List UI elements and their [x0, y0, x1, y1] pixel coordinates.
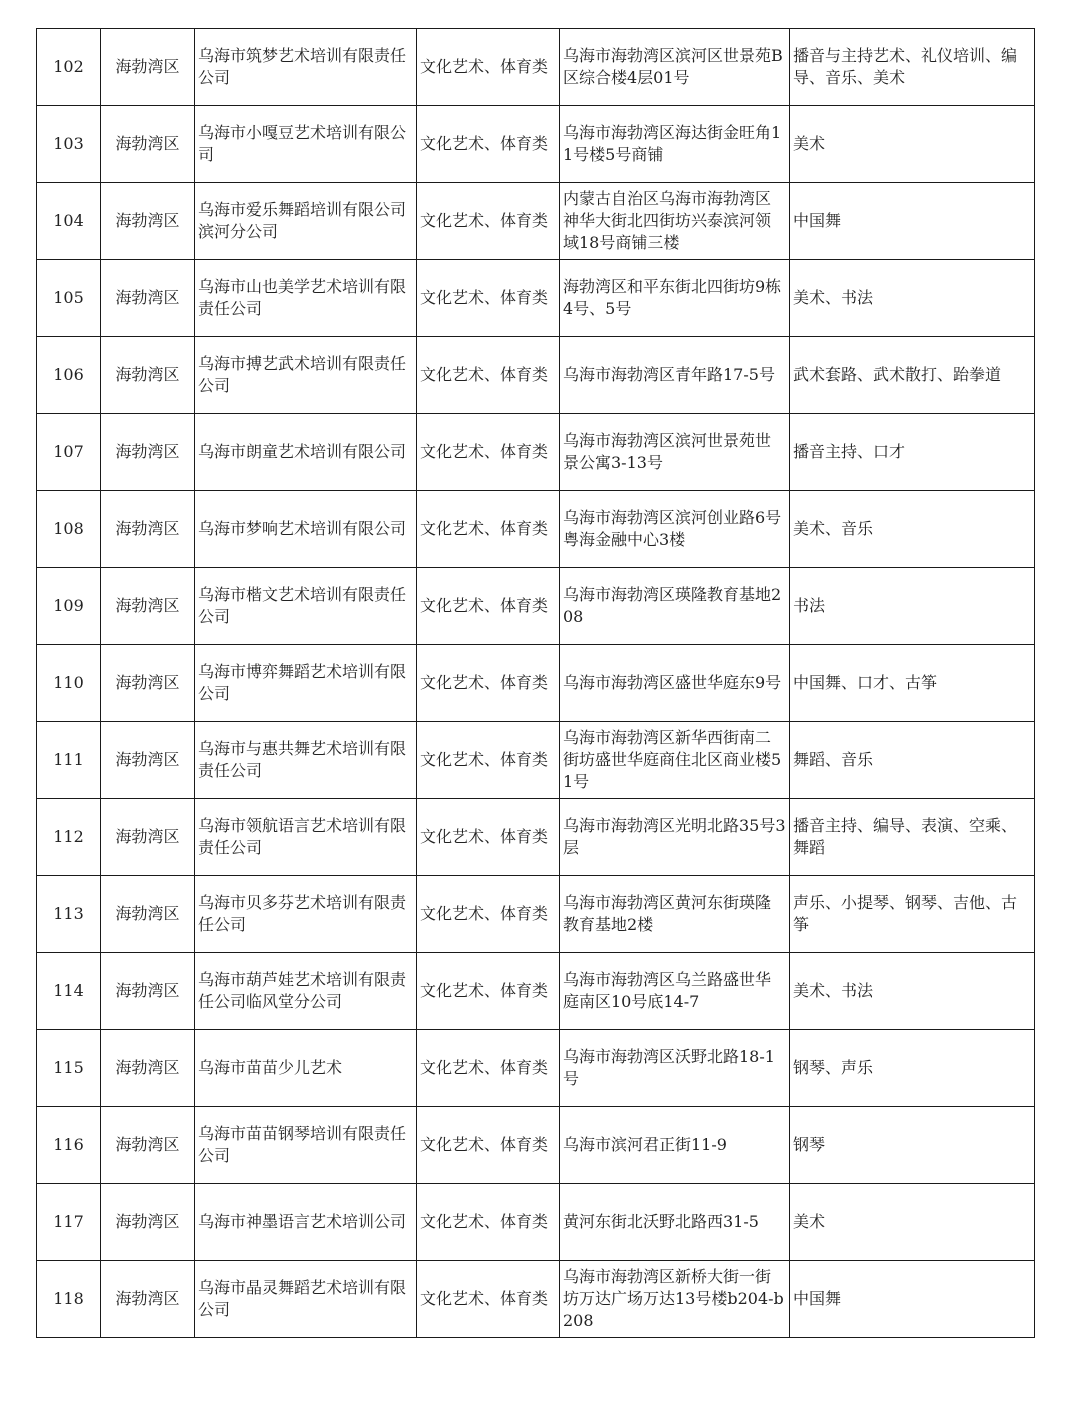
institution-name-cell: 乌海市搏艺武术培训有限责任公司	[195, 337, 417, 414]
address-cell: 乌海市海勃湾区滨河创业路6号粤海金融中心3楼	[560, 491, 790, 568]
institution-name-cell: 乌海市神墨语言艺术培训公司	[195, 1184, 417, 1261]
training-scope-cell: 播音主持、口才	[790, 414, 1035, 491]
table-row	[37, 337, 1035, 414]
training-scope-cell: 钢琴	[790, 1107, 1035, 1184]
district-cell: 海勃湾区	[101, 953, 195, 1030]
training-scope-cell: 美术、音乐	[790, 491, 1035, 568]
institution-name-cell: 乌海市晶灵舞蹈艺术培训有限公司	[195, 1261, 417, 1338]
table-row	[37, 106, 1035, 183]
row-number-cell: 108	[37, 491, 101, 568]
address-cell: 乌海市海勃湾区滨河世景苑世景公寓3-13号	[560, 414, 790, 491]
district-cell: 海勃湾区	[101, 337, 195, 414]
category-cell: 文化艺术、体育类	[417, 29, 560, 106]
row-number-cell: 117	[37, 1184, 101, 1261]
category-cell: 文化艺术、体育类	[417, 1261, 560, 1338]
institution-name-cell: 乌海市朗童艺术培训有限公司	[195, 414, 417, 491]
row-number-cell: 104	[37, 183, 101, 260]
category-cell: 文化艺术、体育类	[417, 1184, 560, 1261]
category-cell: 文化艺术、体育类	[417, 260, 560, 337]
category-cell: 文化艺术、体育类	[417, 645, 560, 722]
category-cell: 文化艺术、体育类	[417, 414, 560, 491]
table-row	[37, 29, 1035, 106]
address-cell: 乌海市海勃湾区乌兰路盛世华庭南区10号底14-7	[560, 953, 790, 1030]
district-cell: 海勃湾区	[101, 568, 195, 645]
address-cell: 乌海市海勃湾区沃野北路18-1号	[560, 1030, 790, 1107]
address-cell: 乌海市海勃湾区新桥大街一街坊万达广场万达13号楼b204-b208	[560, 1261, 790, 1338]
category-cell: 文化艺术、体育类	[417, 1030, 560, 1107]
district-cell: 海勃湾区	[101, 645, 195, 722]
address-cell: 乌海市海勃湾区盛世华庭东9号	[560, 645, 790, 722]
training-scope-cell: 美术、书法	[790, 953, 1035, 1030]
category-cell: 文化艺术、体育类	[417, 799, 560, 876]
district-cell: 海勃湾区	[101, 260, 195, 337]
district-cell: 海勃湾区	[101, 491, 195, 568]
training-scope-cell: 美术、书法	[790, 260, 1035, 337]
row-number-cell: 115	[37, 1030, 101, 1107]
category-cell: 文化艺术、体育类	[417, 183, 560, 260]
row-number-cell: 107	[37, 414, 101, 491]
training-scope-cell: 美术	[790, 1184, 1035, 1261]
institution-name-cell: 乌海市与惠共舞艺术培训有限责任公司	[195, 722, 417, 799]
table-row	[37, 1184, 1035, 1261]
training-scope-cell: 播音与主持艺术、礼仪培训、编导、音乐、美术	[790, 29, 1035, 106]
training-scope-cell: 中国舞	[790, 1261, 1035, 1338]
table-row	[37, 414, 1035, 491]
district-cell: 海勃湾区	[101, 414, 195, 491]
row-number-cell: 118	[37, 1261, 101, 1338]
district-cell: 海勃湾区	[101, 1030, 195, 1107]
category-cell: 文化艺术、体育类	[417, 953, 560, 1030]
training-scope-cell: 舞蹈、音乐	[790, 722, 1035, 799]
district-cell: 海勃湾区	[101, 106, 195, 183]
institution-name-cell: 乌海市山也美学艺术培训有限责任公司	[195, 260, 417, 337]
row-number-cell: 102	[37, 29, 101, 106]
row-number-cell: 116	[37, 1107, 101, 1184]
training-scope-cell: 声乐、小提琴、钢琴、吉他、古筝	[790, 876, 1035, 953]
district-cell: 海勃湾区	[101, 1107, 195, 1184]
address-cell: 海勃湾区和平东街北四街坊9栋4号、5号	[560, 260, 790, 337]
district-cell: 海勃湾区	[101, 1261, 195, 1338]
row-number-cell: 103	[37, 106, 101, 183]
category-cell: 文化艺术、体育类	[417, 876, 560, 953]
training-scope-cell: 美术	[790, 106, 1035, 183]
address-cell: 乌海市海勃湾区滨河区世景苑B区综合楼4层01号	[560, 29, 790, 106]
institution-name-cell: 乌海市苗苗钢琴培训有限责任公司	[195, 1107, 417, 1184]
table-row	[37, 260, 1035, 337]
category-cell: 文化艺术、体育类	[417, 568, 560, 645]
category-cell: 文化艺术、体育类	[417, 1107, 560, 1184]
district-cell: 海勃湾区	[101, 183, 195, 260]
address-cell: 内蒙古自治区乌海市海勃湾区神华大街北四街坊兴泰滨河领域18号商铺三楼	[560, 183, 790, 260]
table-row	[37, 953, 1035, 1030]
institution-name-cell: 乌海市楷文艺术培训有限责任公司	[195, 568, 417, 645]
institution-name-cell: 乌海市梦响艺术培训有限公司	[195, 491, 417, 568]
institution-name-cell: 乌海市爱乐舞蹈培训有限公司滨河分公司	[195, 183, 417, 260]
address-cell: 乌海市海勃湾区光明北路35号3层	[560, 799, 790, 876]
address-cell: 乌海市海勃湾区海达街金旺角11号楼5号商铺	[560, 106, 790, 183]
table-row	[37, 491, 1035, 568]
training-scope-cell: 中国舞	[790, 183, 1035, 260]
row-number-cell: 109	[37, 568, 101, 645]
institution-name-cell: 乌海市博弈舞蹈艺术培训有限公司	[195, 645, 417, 722]
row-number-cell: 114	[37, 953, 101, 1030]
table-row	[37, 722, 1035, 799]
institution-name-cell: 乌海市葫芦娃艺术培训有限责任公司临风堂分公司	[195, 953, 417, 1030]
institution-name-cell: 乌海市领航语言艺术培训有限责任公司	[195, 799, 417, 876]
table-row	[37, 1261, 1035, 1338]
institution-name-cell: 乌海市小嘎豆艺术培训有限公司	[195, 106, 417, 183]
district-cell: 海勃湾区	[101, 876, 195, 953]
row-number-cell: 113	[37, 876, 101, 953]
district-cell: 海勃湾区	[101, 799, 195, 876]
category-cell: 文化艺术、体育类	[417, 722, 560, 799]
address-cell: 乌海市海勃湾区青年路17-5号	[560, 337, 790, 414]
address-cell: 乌海市海勃湾区瑛隆教育基地208	[560, 568, 790, 645]
table-row	[37, 876, 1035, 953]
table-row	[37, 799, 1035, 876]
table-row	[37, 1107, 1035, 1184]
training-scope-cell: 武术套路、武术散打、跆拳道	[790, 337, 1035, 414]
institution-name-cell: 乌海市贝多芬艺术培训有限责任公司	[195, 876, 417, 953]
training-scope-cell: 书法	[790, 568, 1035, 645]
category-cell: 文化艺术、体育类	[417, 106, 560, 183]
category-cell: 文化艺术、体育类	[417, 491, 560, 568]
address-cell: 黄河东街北沃野北路西31-5	[560, 1184, 790, 1261]
training-scope-cell: 钢琴、声乐	[790, 1030, 1035, 1107]
training-scope-cell: 播音主持、编导、表演、空乘、舞蹈	[790, 799, 1035, 876]
table-row	[37, 183, 1035, 260]
address-cell: 乌海市海勃湾区黄河东街瑛隆教育基地2楼	[560, 876, 790, 953]
institution-name-cell: 乌海市苗苗少儿艺术	[195, 1030, 417, 1107]
row-number-cell: 106	[37, 337, 101, 414]
table-body	[37, 29, 1035, 1338]
address-cell: 乌海市海勃湾区新华西街南二街坊盛世华庭商住北区商业楼51号	[560, 722, 790, 799]
district-cell: 海勃湾区	[101, 29, 195, 106]
category-cell: 文化艺术、体育类	[417, 337, 560, 414]
address-cell: 乌海市滨河君正街11-9	[560, 1107, 790, 1184]
document-page	[36, 28, 1034, 1338]
table-row	[37, 568, 1035, 645]
district-cell: 海勃湾区	[101, 1184, 195, 1261]
district-cell: 海勃湾区	[101, 722, 195, 799]
row-number-cell: 110	[37, 645, 101, 722]
table-row	[37, 1030, 1035, 1107]
training-scope-cell: 中国舞、口才、古筝	[790, 645, 1035, 722]
institution-name-cell: 乌海市筑梦艺术培训有限责任公司	[195, 29, 417, 106]
row-number-cell: 112	[37, 799, 101, 876]
institution-table	[36, 28, 1035, 1338]
table-row	[37, 645, 1035, 722]
row-number-cell: 105	[37, 260, 101, 337]
row-number-cell: 111	[37, 722, 101, 799]
